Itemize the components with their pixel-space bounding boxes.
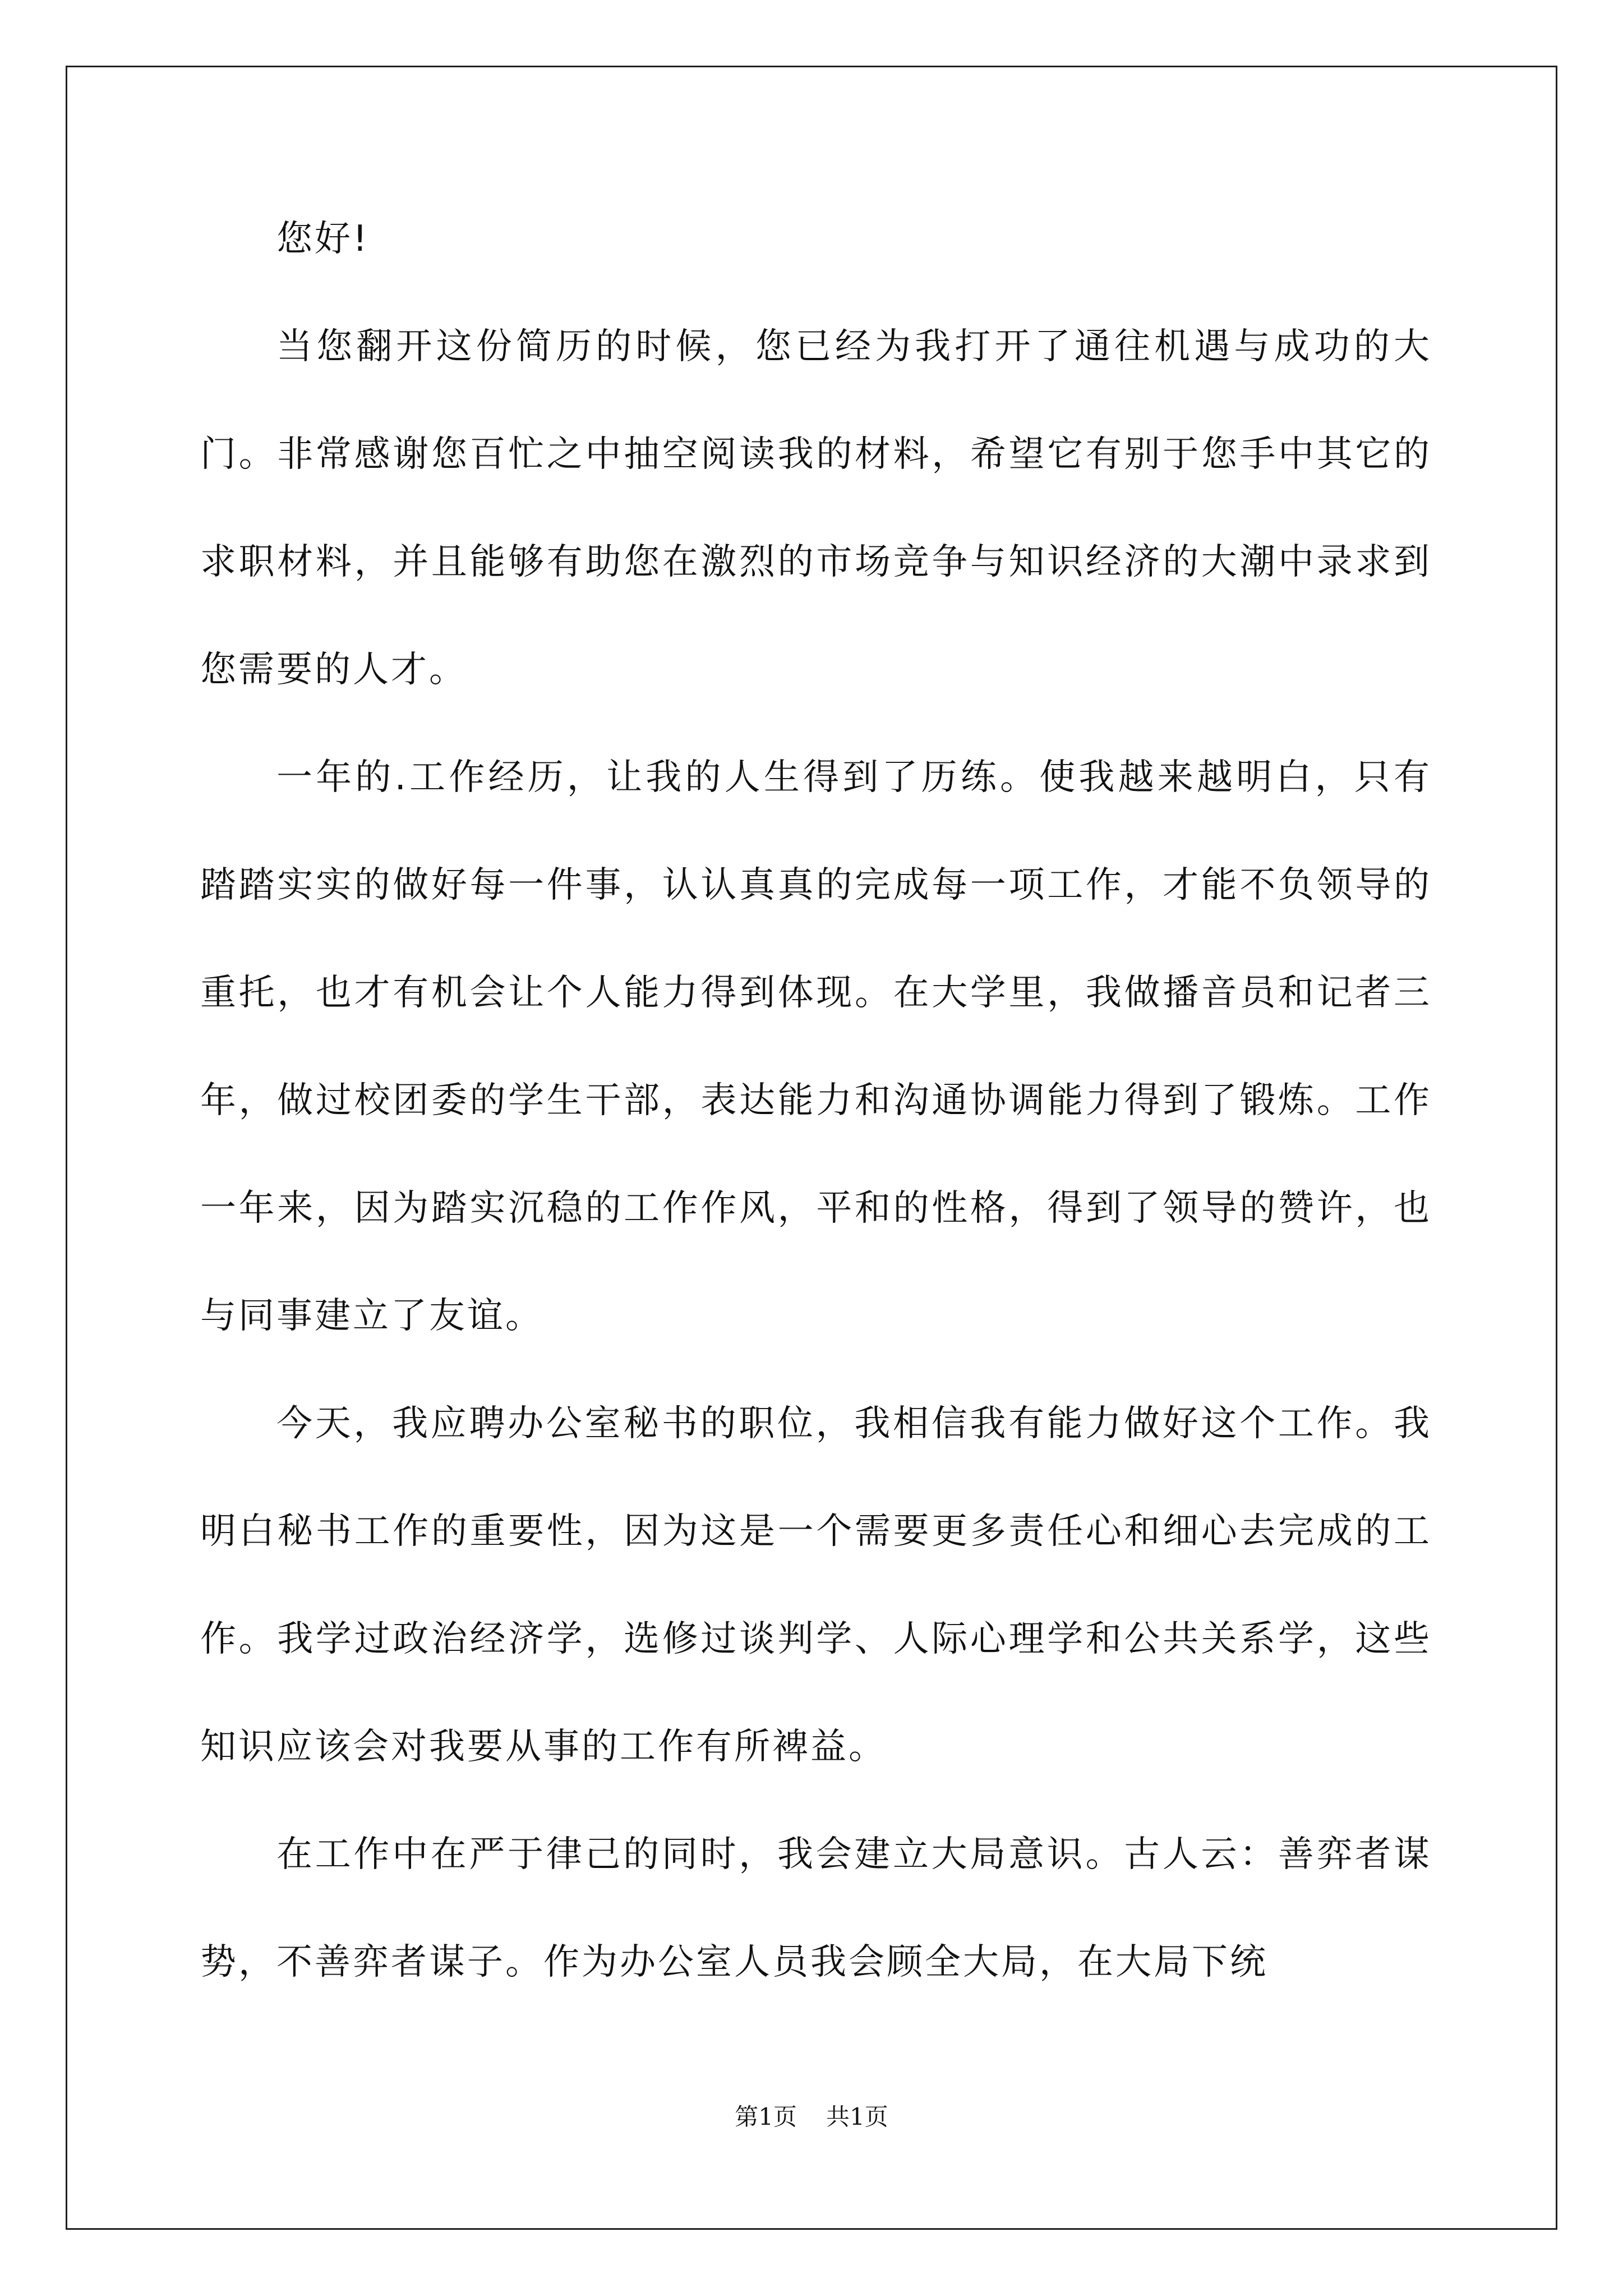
paragraph-1: 当您翻开这份简历的时候，您已经为我打开了通往机遇与成功的大门。非常感谢您百忙之中抽空阅读我的材料，希望它有别于您手中其它的求职材料，并且能够有助您在激烈的市场竞争与知识经济的大潮中录求到您需要的人才。 [200,326,1432,691]
page-number-current: 第1页 [735,2103,797,2131]
paragraph-2: 一年的.工作经历，让我的人生得到了历练。使我越来越明白，只有踏踏实实的做好每一件事，认认真真的完成每一项工作，才能不负领导的重托，也才有机会让个人能力得到体现。在大学里，我做播音员和记者三年，做过校团委的学生干部，表达能力和沟通协调能力得到了锻炼。工作一年来，因为踏实沉稳的工作作风，平和的性格，得到了领导的赞许，也与同事建立了友谊。 [200,757,1432,1337]
paragraph-4: 在工作中在严于律己的同时，我会建立大局意识。古人云：善弈者谋势，不善弈者谋子。作为办公室人员我会顾全大局，在大局下统 [200,1834,1432,1983]
page-number-total: 共1页 [826,2103,888,2131]
document-body [200,185,1432,2016]
paragraph-3: 今天，我应聘办公室秘书的职位，我相信我有能力做好这个工作。我明白秘书工作的重要性，因为这是一个需要更多责任心和细心去完成的工作。我学过政治经济学，选修过谈判学、人际心理学和公共关系学，这些知识应该会对我要从事的工作有所裨益。 [200,1403,1432,1768]
page-footer [0,2100,1623,2134]
salutation: 您好! [276,218,370,260]
